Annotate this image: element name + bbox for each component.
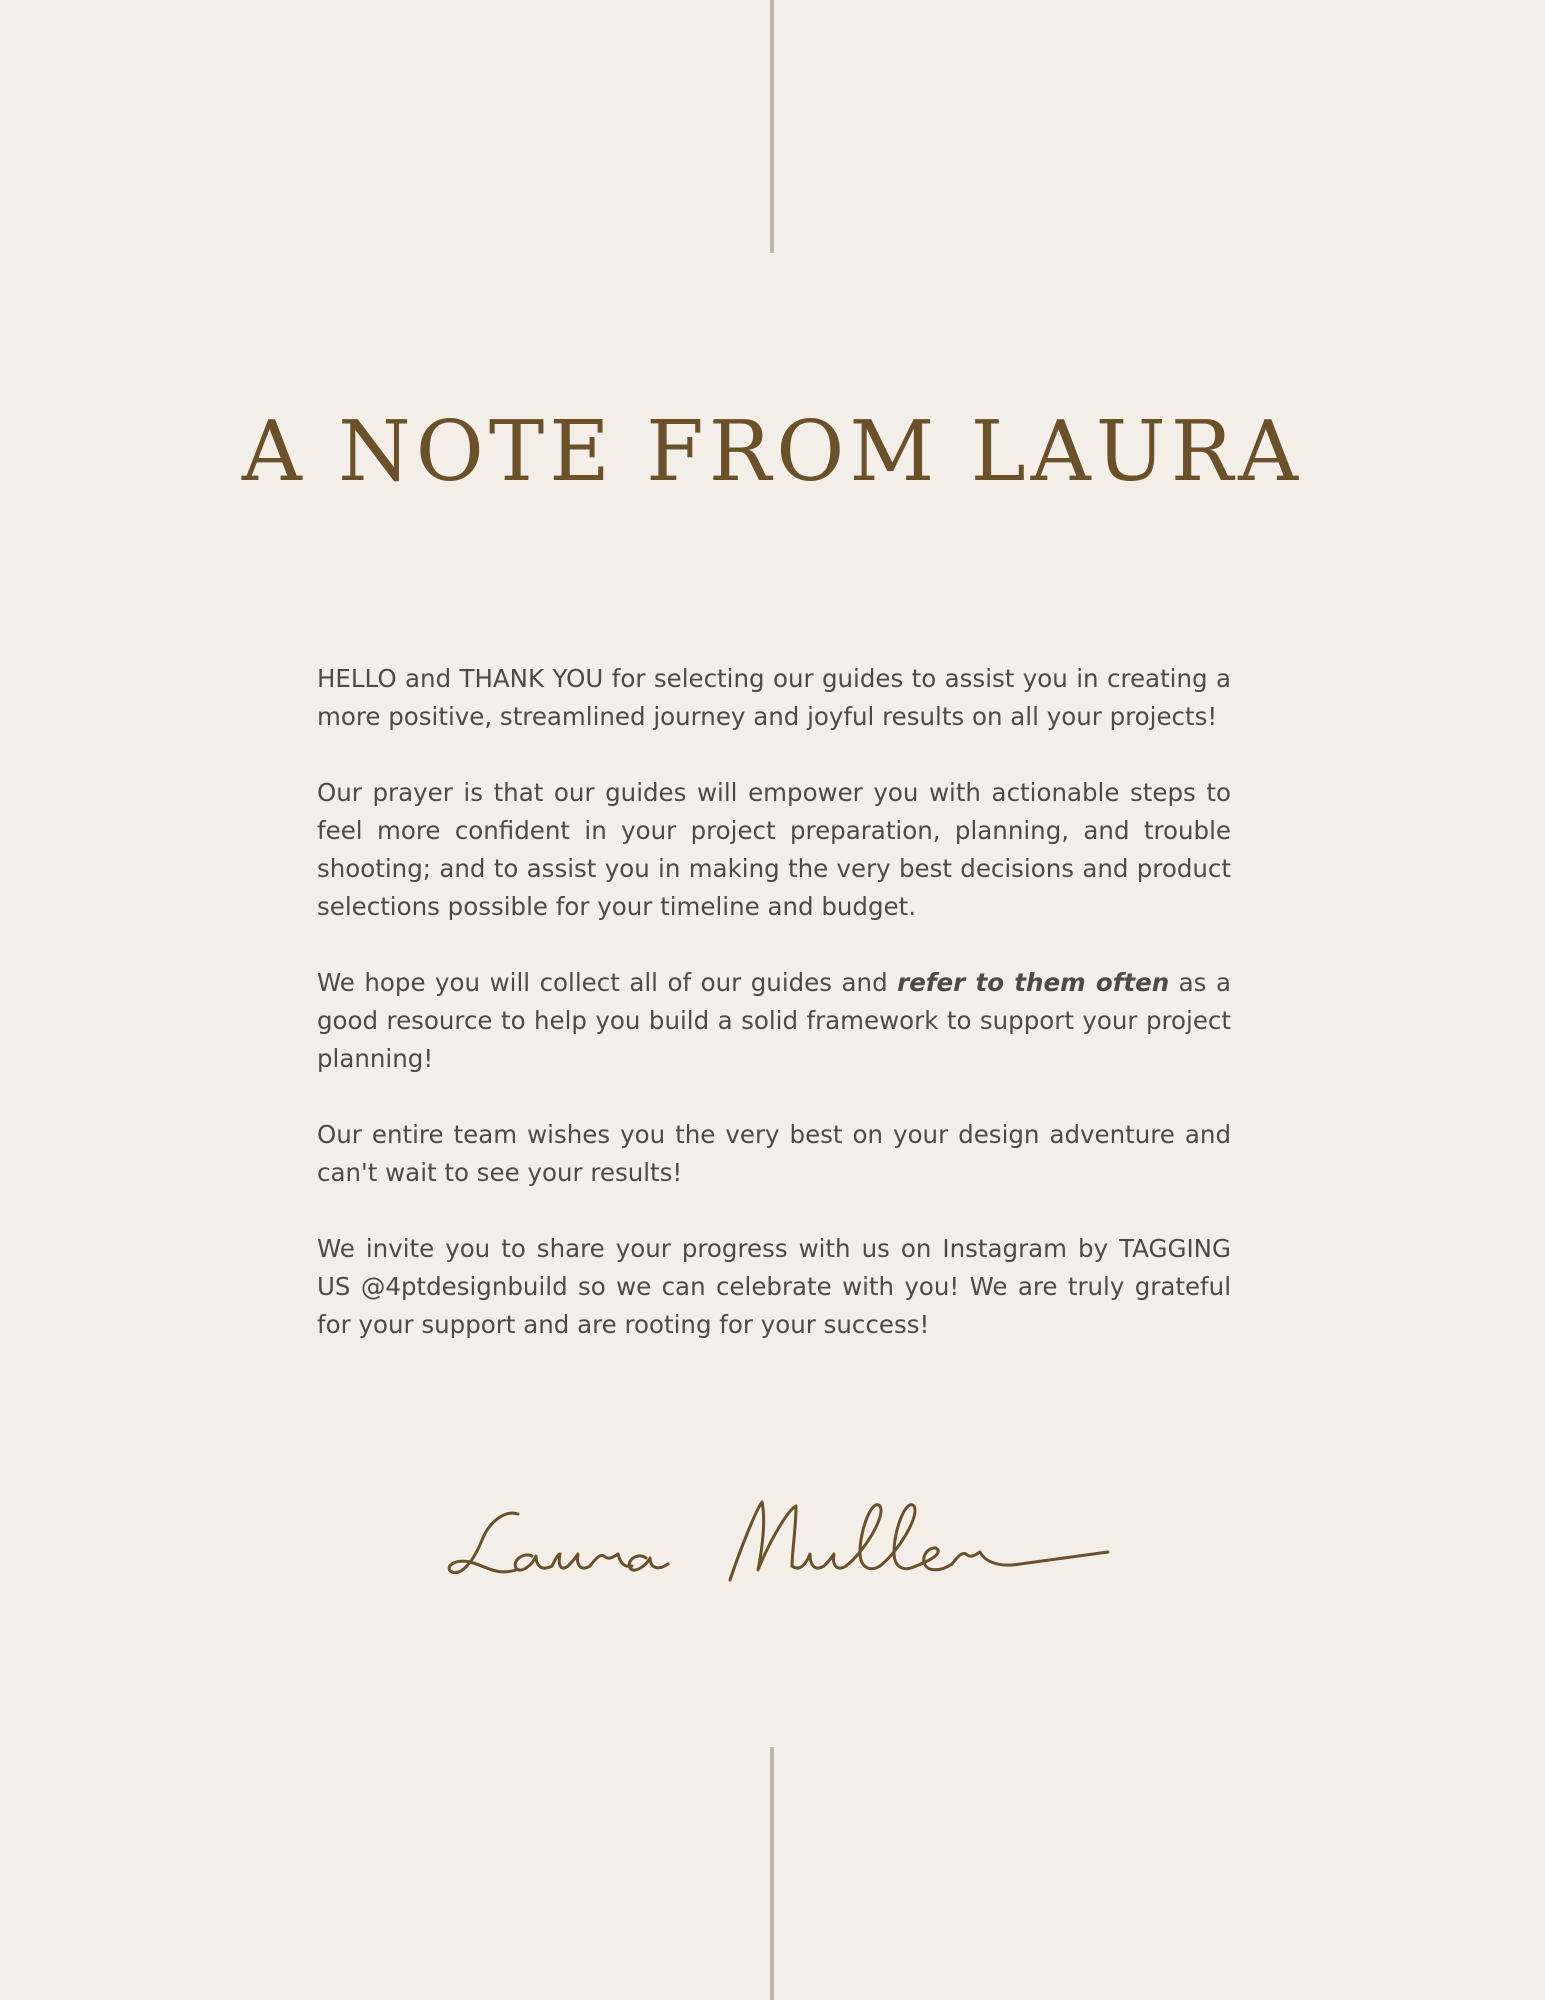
top-divider-line	[770, 0, 774, 253]
paragraph-team-wishes: Our entire team wishes you the very best on your design adventure and can't wait to see your results!	[317, 1120, 1231, 1187]
paragraph-collect-guides	[317, 964, 1231, 1078]
signature	[440, 1480, 1120, 1590]
paragraph-prayer: Our prayer is that our guides will empower you with actionable steps to feel more confident in your project preparation, planning, and trouble shooting; and to assist you in making the very best decisions and product selections possible for your timeline and budget.	[317, 778, 1231, 921]
emphasis-refer-often: refer to them often	[897, 968, 1170, 997]
letter-body	[317, 660, 1231, 1382]
paragraph-collect-guides-end: as a good resource to help you build a solid framework to support your project planning!	[317, 968, 1231, 1073]
bottom-divider-line	[770, 1747, 774, 2000]
paragraph-collect-guides-start: We hope you will collect all of our guides and	[317, 968, 898, 997]
page-title: A NOTE FROM LAURA	[241, 403, 1304, 500]
paragraph-greeting: HELLO and THANK YOU for selecting our guides to assist you in creating a more positive, streamlined journey and joyful results on all your projects!	[317, 664, 1231, 731]
paragraph-instagram: We invite you to share your progress with us on Instagram by TAGGING US @4ptdesignbuild so we can celebrate with you! We are truly grateful for your support and are rooting for your success!	[317, 1234, 1231, 1339]
